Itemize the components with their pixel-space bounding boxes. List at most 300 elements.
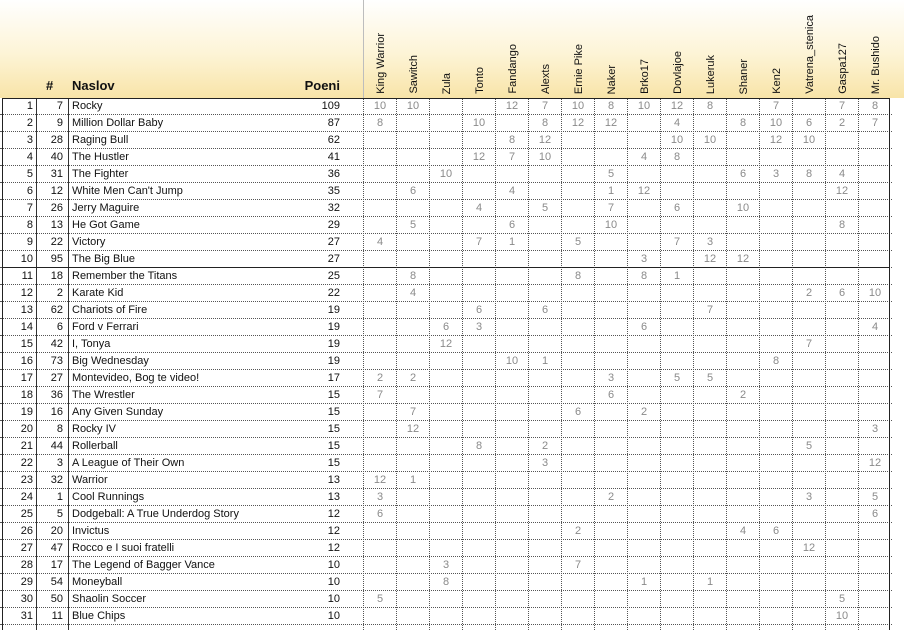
vote-cell: 2 xyxy=(574,525,582,537)
vote-cell xyxy=(398,489,428,505)
vote-cell xyxy=(431,268,461,284)
vote-cell xyxy=(728,217,758,233)
vote-cell xyxy=(860,438,890,454)
rank-cell: 21 xyxy=(20,440,33,452)
vote-cell xyxy=(662,472,692,488)
vote-cell xyxy=(629,115,659,131)
vote-cell: 12 xyxy=(505,100,519,112)
vote-cell xyxy=(860,591,890,607)
vote-cell: 7 xyxy=(508,151,516,163)
points-cell: 22 xyxy=(327,287,340,299)
points-cell: 109 xyxy=(321,100,340,112)
vote-cell: 8 xyxy=(739,117,747,129)
vote-cell: 4 xyxy=(409,287,417,299)
vote-cell xyxy=(497,574,527,590)
entry-number-cell: 13 xyxy=(50,219,63,231)
vote-cell xyxy=(728,132,758,148)
column-gridline xyxy=(792,98,793,630)
vote-cell xyxy=(761,200,791,216)
vote-cell xyxy=(365,353,395,369)
vote-cell xyxy=(629,591,659,607)
voter-header[interactable] xyxy=(800,2,820,96)
voter-name: Ernie Pike xyxy=(573,43,585,94)
points-cell: 17 xyxy=(327,372,340,384)
title-cell: Million Dollar Baby xyxy=(72,117,164,129)
vote-cell xyxy=(695,166,725,182)
vote-cell xyxy=(860,608,890,624)
vote-cell: 8 xyxy=(772,355,780,367)
vote-cell xyxy=(761,438,791,454)
entry-number-cell: 73 xyxy=(50,355,63,367)
vote-cell xyxy=(827,251,857,267)
entry-number-cell: 11 xyxy=(51,610,63,622)
vote-cell xyxy=(662,523,692,539)
title-cell: Rollerball xyxy=(72,440,118,452)
voter-name: Dovlajoe xyxy=(672,51,684,94)
vote-cell xyxy=(662,217,692,233)
header-points[interactable]: Poeni xyxy=(304,78,340,93)
vote-cell: 7 xyxy=(475,236,483,248)
vote-cell xyxy=(695,540,725,556)
vote-cell xyxy=(761,455,791,471)
column-gridline xyxy=(528,98,529,630)
vote-cell: 3 xyxy=(805,491,813,503)
vote-cell xyxy=(629,523,659,539)
rank-cell: 15 xyxy=(20,338,33,350)
vote-cell xyxy=(827,387,857,403)
vote-cell xyxy=(464,489,494,505)
vote-cell xyxy=(794,387,824,403)
points-cell: 15 xyxy=(327,406,340,418)
voter-header[interactable] xyxy=(437,2,457,96)
vote-cell xyxy=(398,336,428,352)
vote-cell xyxy=(662,404,692,420)
vote-cell: 8 xyxy=(706,100,714,112)
vote-cell xyxy=(761,540,791,556)
vote-cell xyxy=(365,574,395,590)
vote-cell: 8 xyxy=(805,168,813,180)
title-cell: Ford v Ferrari xyxy=(72,321,139,333)
vote-cell xyxy=(596,574,626,590)
rank-cell: 24 xyxy=(20,491,33,503)
vote-cell xyxy=(563,387,593,403)
rank-cell: 7 xyxy=(26,202,33,214)
vote-cell xyxy=(530,234,560,250)
vote-cell xyxy=(563,591,593,607)
vote-cell xyxy=(794,523,824,539)
entry-number-cell: 42 xyxy=(50,338,63,350)
vote-cell xyxy=(827,523,857,539)
vote-cell xyxy=(596,540,626,556)
vote-cell xyxy=(431,608,461,624)
rank-cell: 13 xyxy=(20,304,33,316)
vote-cell xyxy=(827,370,857,386)
vote-cell: 4 xyxy=(739,525,747,537)
vote-cell xyxy=(827,302,857,318)
entry-number-cell: 6 xyxy=(56,321,63,333)
title-cell: Montevideo, Bog te video! xyxy=(72,372,200,384)
points-cell: 35 xyxy=(327,185,340,197)
title-cell: A League of Their Own xyxy=(72,457,185,469)
voter-header[interactable] xyxy=(767,2,787,96)
title-cell: Jerry Maguire xyxy=(72,202,140,214)
vote-cell xyxy=(497,472,527,488)
vote-cell xyxy=(464,132,494,148)
vote-cell: 4 xyxy=(640,151,648,163)
vote-cell xyxy=(530,217,560,233)
vote-cell xyxy=(794,251,824,267)
rank-cell: 16 xyxy=(20,355,33,367)
rank-cell: 9 xyxy=(26,236,33,248)
vote-cell: 7 xyxy=(871,117,879,129)
vote-cell xyxy=(398,319,428,335)
entry-number-cell: 54 xyxy=(50,576,63,588)
vote-cell xyxy=(860,574,890,590)
vote-cell: 6 xyxy=(673,202,681,214)
vote-cell xyxy=(530,506,560,522)
vote-cell: 4 xyxy=(838,168,846,180)
vote-cell: 10 xyxy=(505,355,519,367)
vote-cell xyxy=(695,591,725,607)
vote-cell: 2 xyxy=(640,406,648,418)
voter-header[interactable] xyxy=(833,2,853,96)
vote-cell: 12 xyxy=(571,117,585,129)
rank-cell: 2 xyxy=(26,117,33,129)
title-cell: Chariots of Fire xyxy=(72,304,148,316)
vote-cell xyxy=(761,591,791,607)
vote-cell xyxy=(563,149,593,165)
points-cell: 12 xyxy=(327,525,340,537)
vote-cell: 1 xyxy=(409,474,417,486)
vote-cell xyxy=(794,217,824,233)
vote-cell xyxy=(695,506,725,522)
vote-cell xyxy=(728,404,758,420)
vote-cell xyxy=(563,319,593,335)
vote-cell xyxy=(365,302,395,318)
vote-cell: 10 xyxy=(538,151,552,163)
vote-cell xyxy=(497,421,527,437)
vote-cell: 10 xyxy=(472,117,486,129)
vote-cell xyxy=(365,251,395,267)
vote-cell xyxy=(695,183,725,199)
vote-cell: 10 xyxy=(571,100,585,112)
vote-cell xyxy=(530,285,560,301)
vote-cell xyxy=(827,319,857,335)
voter-header[interactable] xyxy=(602,2,622,96)
vote-cell xyxy=(695,353,725,369)
vote-cell: 1 xyxy=(673,270,681,282)
title-cell: The Hustler xyxy=(72,151,129,163)
voter-header[interactable] xyxy=(734,2,754,96)
vote-cell xyxy=(563,166,593,182)
entry-number-cell: 12 xyxy=(50,185,63,197)
points-cell: 10 xyxy=(327,576,340,588)
column-gridline xyxy=(858,98,859,630)
vote-cell xyxy=(431,251,461,267)
vote-cell xyxy=(563,574,593,590)
header-title[interactable]: Naslov xyxy=(72,78,115,93)
vote-cell xyxy=(761,234,791,250)
vote-cell xyxy=(794,591,824,607)
vote-cell xyxy=(860,370,890,386)
rank-cell: 10 xyxy=(20,253,33,265)
voter-name: Mr. Bushido xyxy=(870,35,882,94)
vote-cell xyxy=(596,319,626,335)
vote-cell xyxy=(761,557,791,573)
voter-header[interactable] xyxy=(701,2,721,96)
vote-cell xyxy=(596,132,626,148)
vote-cell: 6 xyxy=(838,287,846,299)
vote-cell xyxy=(596,438,626,454)
vote-cell xyxy=(827,574,857,590)
vote-cell xyxy=(497,268,527,284)
rank-cell: 6 xyxy=(26,185,33,197)
vote-cell xyxy=(398,455,428,471)
vote-cell xyxy=(662,336,692,352)
voter-header[interactable] xyxy=(536,2,556,96)
rank-cell: 23 xyxy=(20,474,33,486)
entry-number-cell: 28 xyxy=(50,134,63,146)
vote-cell xyxy=(431,115,461,131)
vote-cell xyxy=(794,302,824,318)
vote-cell xyxy=(794,455,824,471)
voter-header[interactable] xyxy=(635,2,655,96)
vote-cell xyxy=(497,200,527,216)
vote-cell xyxy=(794,421,824,437)
points-cell: 32 xyxy=(327,202,340,214)
voter-name: Fandango xyxy=(507,44,519,94)
points-cell: 87 xyxy=(327,117,340,129)
points-cell: 13 xyxy=(327,491,340,503)
vote-cell xyxy=(398,591,428,607)
vote-cell xyxy=(860,200,890,216)
voter-name: Alexts xyxy=(540,64,552,94)
vote-cell xyxy=(794,574,824,590)
title-cell: Remember the Titans xyxy=(72,270,178,282)
vote-cell xyxy=(596,285,626,301)
vote-cell xyxy=(695,387,725,403)
vote-cell xyxy=(629,234,659,250)
vote-cell xyxy=(827,404,857,420)
vote-cell xyxy=(563,370,593,386)
points-cell: 10 xyxy=(327,593,340,605)
vote-cell xyxy=(827,557,857,573)
vote-cell xyxy=(497,336,527,352)
points-cell: 15 xyxy=(327,440,340,452)
vote-cell xyxy=(695,200,725,216)
vote-cell xyxy=(365,523,395,539)
vote-cell xyxy=(596,506,626,522)
vote-cell xyxy=(794,200,824,216)
vote-cell xyxy=(431,404,461,420)
rank-cell: 1 xyxy=(26,100,33,112)
voter-header[interactable] xyxy=(503,2,523,96)
vote-cell xyxy=(530,523,560,539)
vote-cell: 7 xyxy=(805,338,813,350)
vote-cell: 5 xyxy=(673,372,681,384)
vote-cell xyxy=(464,455,494,471)
vote-cell xyxy=(860,183,890,199)
vote-cell xyxy=(398,574,428,590)
vote-cell xyxy=(431,506,461,522)
vote-cell xyxy=(629,489,659,505)
entry-number-cell: 5 xyxy=(56,508,63,520)
entry-number-cell: 9 xyxy=(56,117,63,129)
vote-cell: 8 xyxy=(871,100,879,112)
vote-cell xyxy=(563,200,593,216)
vote-cell xyxy=(497,608,527,624)
vote-cell: 8 xyxy=(508,134,516,146)
vote-cell xyxy=(860,251,890,267)
vote-cell: 7 xyxy=(574,559,582,571)
points-cell: 13 xyxy=(327,474,340,486)
vote-cell: 4 xyxy=(673,117,681,129)
vote-cell xyxy=(860,149,890,165)
title-cell: Karate Kid xyxy=(72,287,124,299)
voter-header[interactable] xyxy=(569,2,589,96)
vote-cell: 4 xyxy=(871,321,879,333)
voter-name: Gaspa127 xyxy=(837,43,849,94)
vote-cell xyxy=(860,132,890,148)
vote-cell xyxy=(365,183,395,199)
entry-number-cell: 2 xyxy=(56,287,63,299)
vote-cell xyxy=(563,251,593,267)
vote-cell xyxy=(827,438,857,454)
vote-cell: 12 xyxy=(868,457,882,469)
voter-header[interactable] xyxy=(404,2,424,96)
voter-header[interactable] xyxy=(866,2,886,96)
voter-header[interactable] xyxy=(371,2,391,96)
vote-cell xyxy=(464,353,494,369)
vote-cell xyxy=(563,285,593,301)
vote-cell: 5 xyxy=(541,202,549,214)
entry-number-cell: 22 xyxy=(50,236,63,248)
points-cell: 62 xyxy=(327,134,340,146)
vote-cell xyxy=(794,557,824,573)
vote-cell xyxy=(827,336,857,352)
title-cell: The Legend of Bagger Vance xyxy=(72,559,215,571)
rank-cell: 25 xyxy=(20,508,33,520)
vote-cell xyxy=(695,319,725,335)
vote-cell xyxy=(530,183,560,199)
vote-cell xyxy=(530,472,560,488)
voter-name: Lukeruk xyxy=(705,54,717,94)
vote-cell xyxy=(596,557,626,573)
vote-cell xyxy=(563,472,593,488)
column-gridline xyxy=(36,98,37,630)
column-gridline xyxy=(363,98,364,630)
vote-cell xyxy=(464,268,494,284)
points-cell: 19 xyxy=(327,304,340,316)
vote-cell xyxy=(827,540,857,556)
entry-number-cell: 36 xyxy=(50,389,63,401)
vote-cell xyxy=(596,472,626,488)
vote-cell xyxy=(662,591,692,607)
vote-cell xyxy=(530,370,560,386)
vote-cell xyxy=(530,557,560,573)
vote-cell xyxy=(794,149,824,165)
title-cell: The Wrestler xyxy=(72,389,135,401)
vote-cell xyxy=(365,404,395,420)
vote-cell xyxy=(761,608,791,624)
vote-cell: 10 xyxy=(802,134,816,146)
title-cell: Victory xyxy=(72,236,106,248)
vote-cell xyxy=(695,115,725,131)
voter-header[interactable] xyxy=(470,2,490,96)
vote-cell xyxy=(827,234,857,250)
vote-cell xyxy=(728,183,758,199)
vote-cell xyxy=(827,489,857,505)
vote-cell xyxy=(464,472,494,488)
entry-number-cell: 40 xyxy=(50,151,63,163)
vote-cell xyxy=(629,353,659,369)
entry-number-cell: 20 xyxy=(50,525,63,537)
vote-cell xyxy=(431,217,461,233)
vote-cell xyxy=(827,353,857,369)
rank-cell: 17 xyxy=(20,372,33,384)
vote-cell xyxy=(695,149,725,165)
vote-cell xyxy=(596,421,626,437)
vote-cell xyxy=(662,506,692,522)
vote-cell xyxy=(662,421,692,437)
vote-cell xyxy=(563,302,593,318)
voter-header[interactable] xyxy=(668,2,688,96)
points-cell: 19 xyxy=(327,355,340,367)
points-cell: 12 xyxy=(327,542,340,554)
column-gridline xyxy=(429,98,430,630)
vote-cell xyxy=(728,353,758,369)
vote-cell xyxy=(530,591,560,607)
vote-cell xyxy=(497,319,527,335)
vote-cell xyxy=(695,336,725,352)
vote-cell xyxy=(662,574,692,590)
vote-cell xyxy=(629,166,659,182)
entry-number-cell: 8 xyxy=(56,423,63,435)
column-gridline xyxy=(825,98,826,630)
voter-name: Vatrena_stenica xyxy=(804,15,816,94)
vote-cell xyxy=(365,149,395,165)
vote-cell xyxy=(827,421,857,437)
vote-cell xyxy=(464,217,494,233)
entry-number-cell: 62 xyxy=(50,304,63,316)
header-num[interactable]: # xyxy=(46,78,54,93)
vote-cell xyxy=(497,540,527,556)
vote-cell xyxy=(563,353,593,369)
rank-cell: 29 xyxy=(20,576,33,588)
vote-cell: 2 xyxy=(409,372,417,384)
vote-cell: 12 xyxy=(835,185,849,197)
vote-cell: 1 xyxy=(706,576,714,588)
vote-cell xyxy=(629,200,659,216)
vote-cell xyxy=(761,506,791,522)
rank-cell: 31 xyxy=(20,610,33,622)
title-cell: Warrior xyxy=(72,474,108,486)
vote-cell: 8 xyxy=(541,117,549,129)
vote-cell xyxy=(761,472,791,488)
vote-cell: 10 xyxy=(769,117,783,129)
voter-name: Ken2 xyxy=(771,68,783,94)
vote-cell xyxy=(497,506,527,522)
vote-cell xyxy=(728,557,758,573)
vote-cell xyxy=(431,591,461,607)
vote-cell xyxy=(464,387,494,403)
vote-cell xyxy=(365,557,395,573)
column-gridline xyxy=(561,98,562,630)
vote-cell: 6 xyxy=(739,168,747,180)
vote-cell xyxy=(464,166,494,182)
vote-cell xyxy=(761,387,791,403)
vote-cell xyxy=(695,404,725,420)
